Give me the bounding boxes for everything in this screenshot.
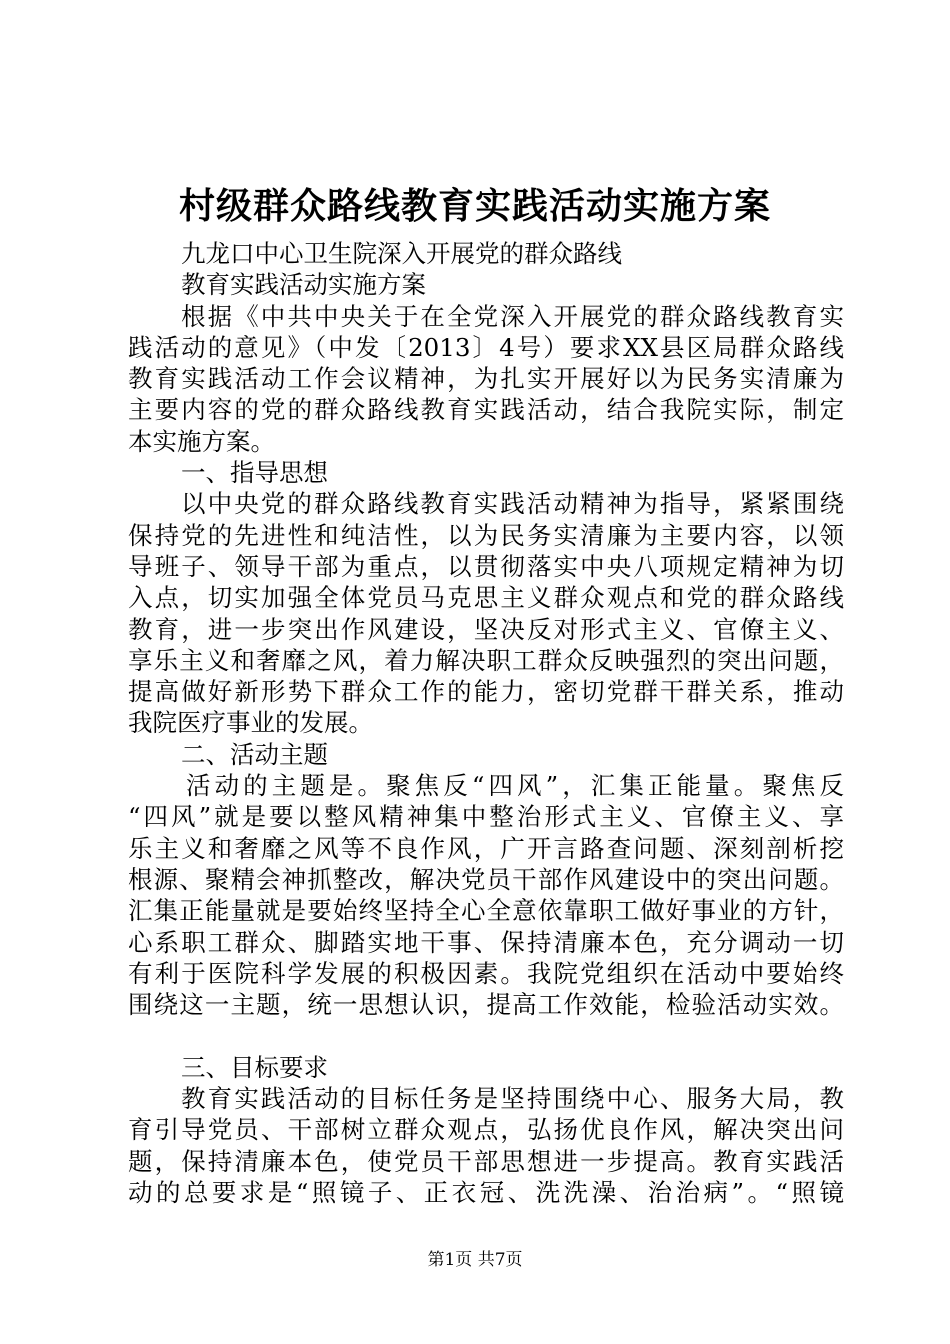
subtitle-line-2: 教育实践活动实施方案 — [181, 270, 426, 300]
paragraph-line: 导班子、领导干部为重点，以贯彻落实中央八项规定精神为切 — [128, 551, 844, 581]
paragraph-line: 围绕这一主题，统一思想认识，提高工作效能，检验活动实效。 — [128, 990, 844, 1020]
paragraph-line: 育引导党员、干部树立群众观点，弘扬优良作风，解决突出问 — [128, 1115, 844, 1145]
document-body — [128, 238, 844, 1208]
paragraph-line: 活动的主题是。聚焦反“四风”，汇集正能量。聚焦反 — [186, 771, 844, 801]
paragraph-line: “四风”就是要以整风精神集中整治形式主义、官僚主义、享 — [128, 802, 844, 832]
paragraph-line: 主要内容的党的群众路线教育实践活动，结合我院实际，制定 — [128, 395, 844, 425]
page-footer: 第1页 共7页 — [427, 1250, 523, 1270]
section-heading-guiding-thought: 一、指导思想 — [181, 458, 328, 488]
paragraph-line: 乐主义和奢靡之风等不良作风，广开言路查问题、深刻剖析挖 — [128, 833, 844, 863]
paragraph-line: 教育，进一步突出作风建设，坚决反对形式主义、官僚主义、 — [128, 614, 844, 644]
section-heading-goals: 三、目标要求 — [181, 1052, 328, 1082]
paragraph-line: 汇集正能量就是要始终坚持全心全意依靠职工做好事业的方针， — [128, 896, 844, 926]
paragraph-line: 心系职工群众、脚踏实地干事、保持清廉本色，充分调动一切 — [128, 927, 844, 957]
paragraph-line: 保持党的先进性和纯洁性，以为民务实清廉为主要内容，以领 — [128, 520, 844, 550]
blank-line — [128, 1020, 844, 1051]
paragraph-line: 动的总要求是“照镜子、正衣冠、洗洗澡、治治病”。“照镜 — [128, 1177, 844, 1207]
paragraph-line: 享乐主义和奢靡之风，着力解决职工群众反映强烈的突出问题， — [128, 645, 844, 675]
paragraph-line: 教育实践活动的目标任务是坚持围绕中心、服务大局，教 — [181, 1084, 844, 1114]
paragraph-line: 根源、聚精会神抓整改，解决党员干部作风建设中的突出问题。 — [128, 864, 844, 894]
subtitle-line-1: 九龙口中心卫生院深入开展党的群众路线 — [181, 239, 622, 268]
paragraph-line: 有利于医院科学发展的积极因素。我院党组织在活动中要始终 — [128, 958, 844, 988]
paragraph-line: 根据《中共中央关于在全党深入开展党的群众路线教育实 — [181, 301, 844, 331]
paragraph-line: 本实施方案。 — [128, 426, 275, 456]
paragraph-line: 我院医疗事业的发展。 — [128, 708, 373, 738]
paragraph-line: 题，保持清廉本色，使党员干部思想进一步提高。教育实践活 — [128, 1146, 844, 1176]
paragraph-line: 入点，切实加强全体党员马克思主义群众观点和党的群众路线 — [128, 583, 844, 613]
section-heading-activity-theme: 二、活动主题 — [181, 739, 328, 769]
paragraph-line: 践活动的意见》（中发〔2013〕4号）要求XX县区局群众路线 — [128, 332, 844, 362]
document-title: 村级群众路线教育实践活动实施方案 — [178, 185, 771, 227]
paragraph-line: 以中央党的群众路线教育实践活动精神为指导，紧紧围绕 — [181, 489, 844, 519]
paragraph-line: 教育实践活动工作会议精神，为扎实开展好以为民务实清廉为 — [128, 364, 844, 394]
paragraph-line: 提高做好新形势下群众工作的能力，密切党群干群关系，推动 — [128, 677, 844, 707]
